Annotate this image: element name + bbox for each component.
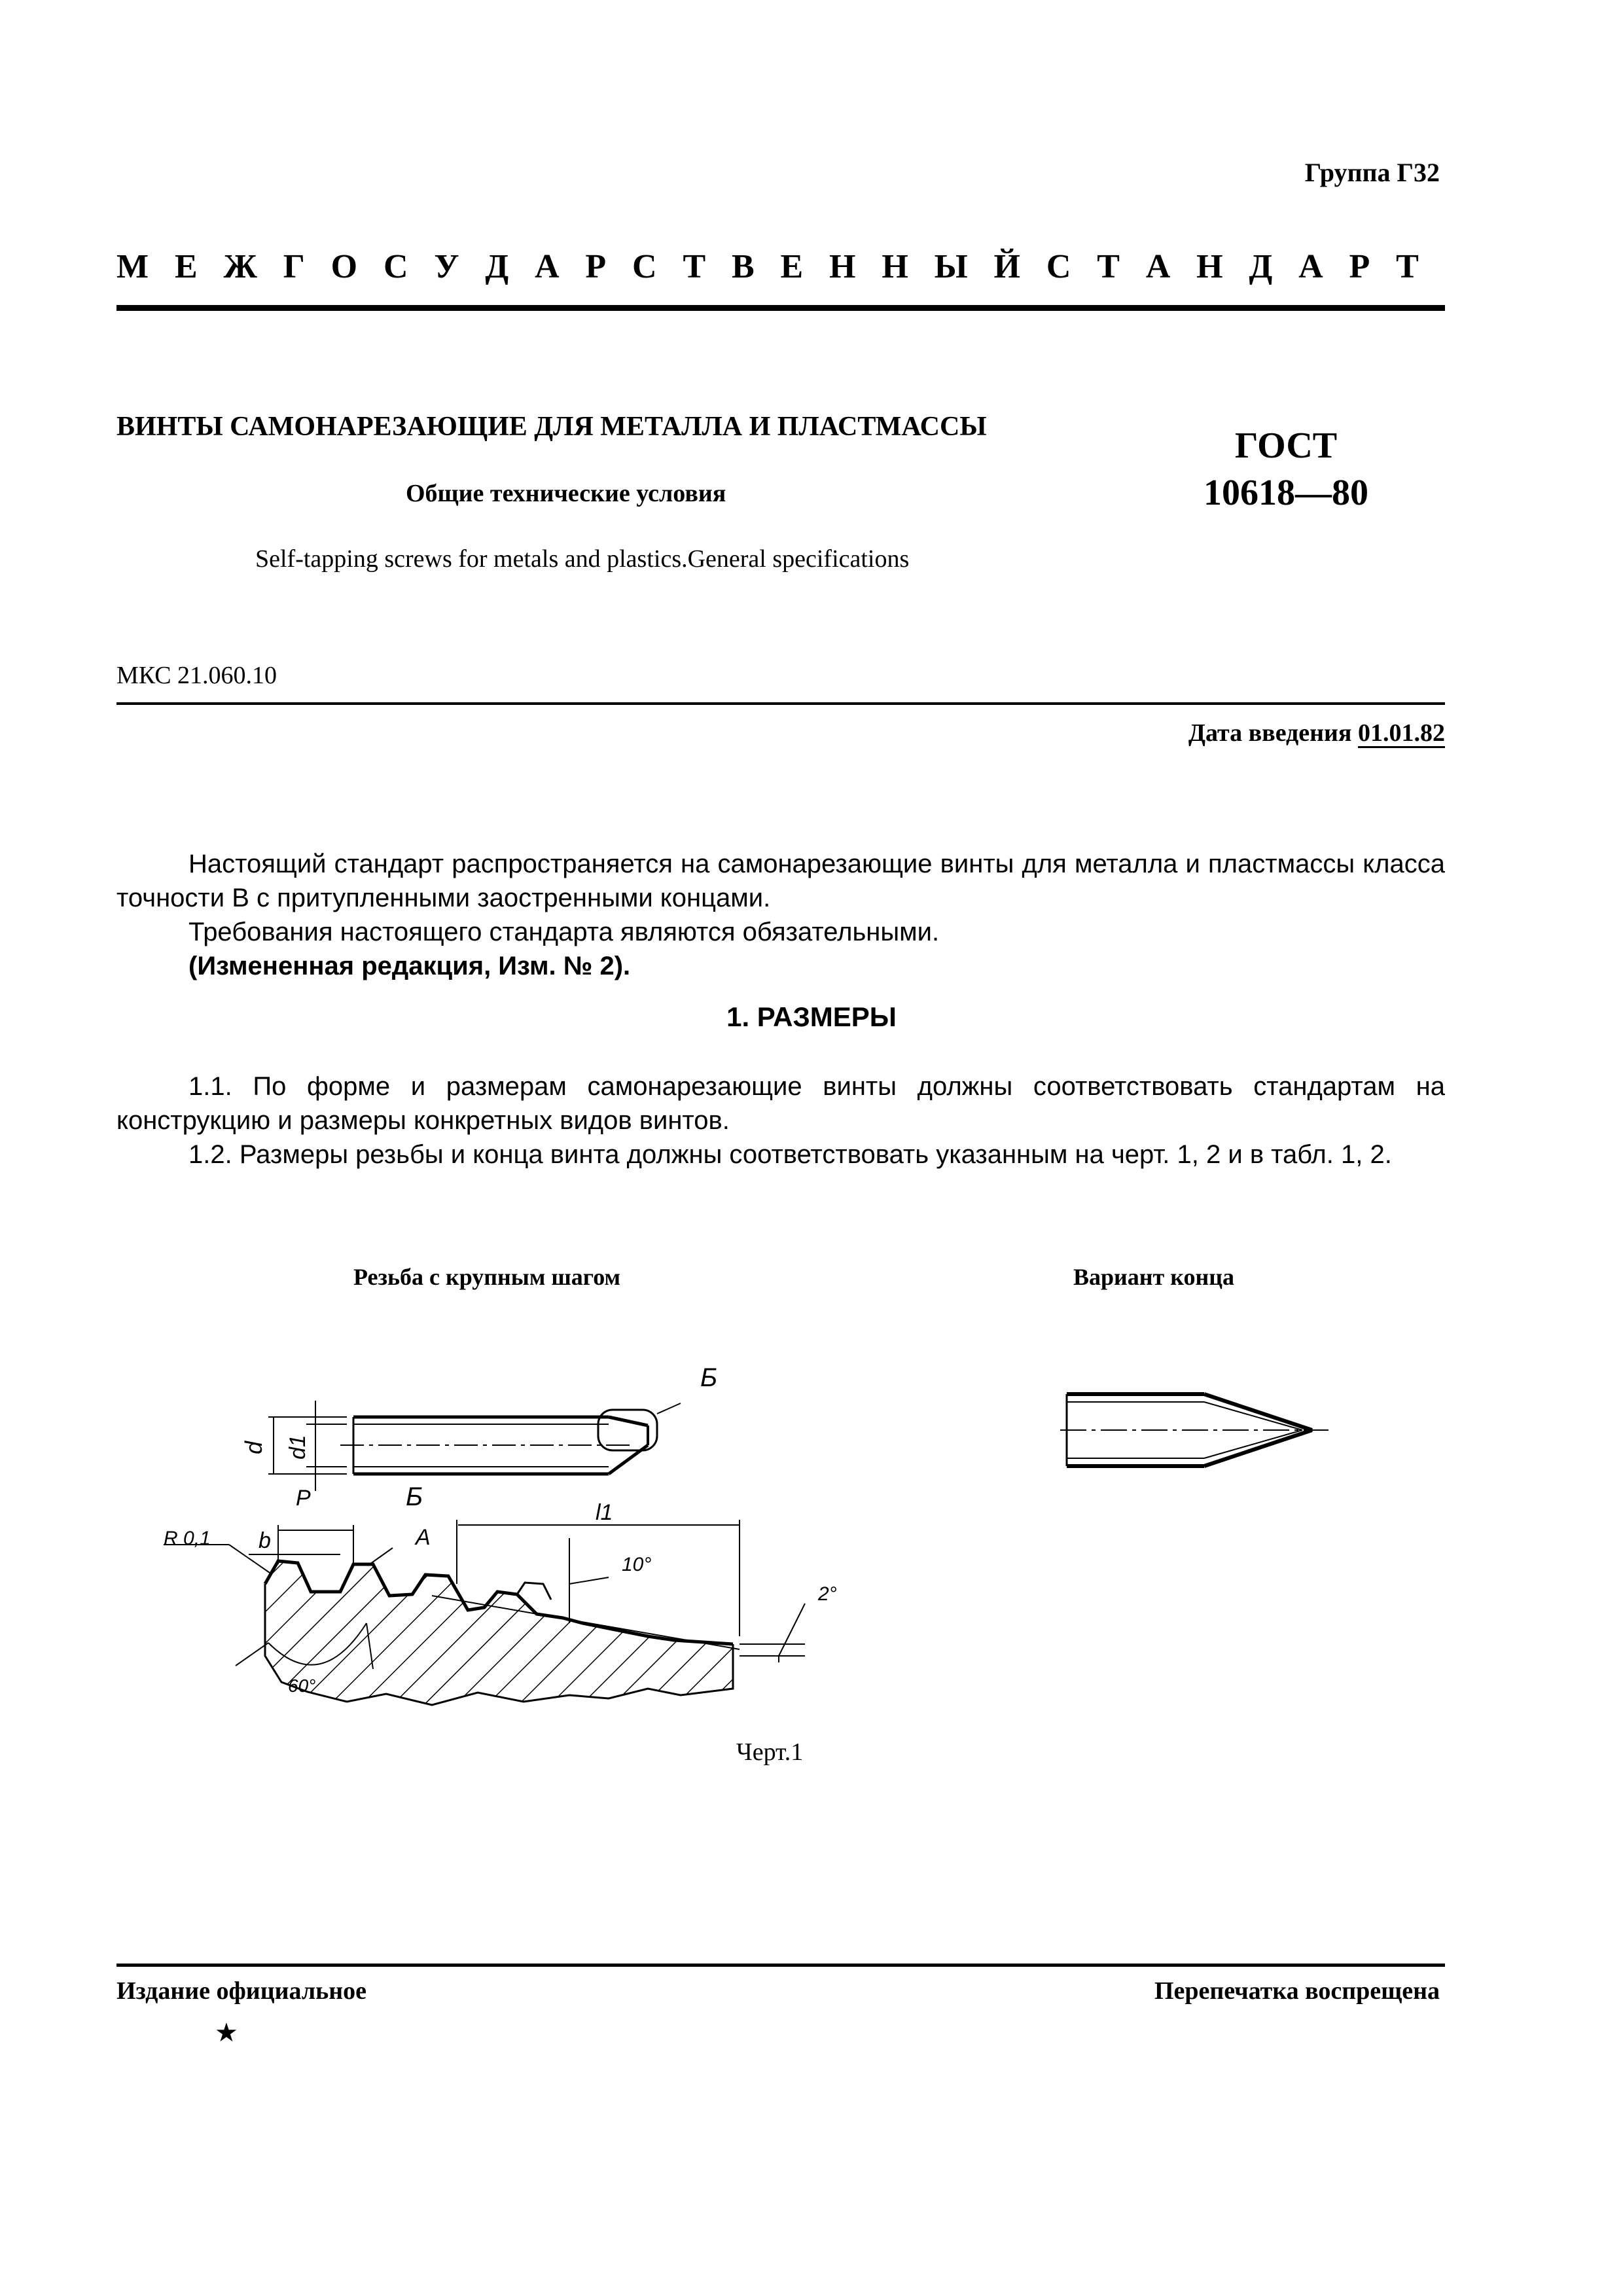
interstate-letter: А (1298, 248, 1323, 285)
interstate-letter: А (1145, 248, 1171, 285)
header-rule (116, 305, 1445, 311)
intro-paragraph-1: Настоящий стандарт распространяется на самонарезающие винты для металла и пластмассы класса точности В с притупленными заостренными концами. (116, 850, 1445, 912)
interstate-letter: О (330, 248, 358, 285)
interstate-letter: Т (1097, 248, 1120, 285)
mks-rule (116, 702, 1445, 705)
interstate-standard-heading (116, 247, 1419, 286)
intro-text (116, 847, 1445, 983)
dim-d-label: d (240, 1441, 267, 1454)
angle-2-label: 2° (818, 1583, 837, 1605)
intro-paragraph-2: Требования настоящего стандарта являются обязательными. (188, 918, 940, 946)
interstate-letter: Е (174, 248, 198, 285)
gost-designation (1175, 422, 1397, 516)
a-point-label: A (416, 1525, 431, 1550)
section-text (116, 1069, 1445, 1172)
document-title: ВИНТЫ САМОНАРЕЗАЮЩИЕ ДЛЯ МЕТАЛЛА И ПЛАСТМАССЫ (116, 412, 987, 442)
interstate-letter: Ж (223, 248, 257, 285)
interstate-letter: Д (485, 248, 509, 285)
section-heading: 1. РАЗМЕРЫ (726, 1001, 897, 1032)
interstate-letter: Р (585, 248, 607, 285)
date-label: Дата введения (1188, 719, 1358, 747)
interstate-letter: С (632, 248, 657, 285)
gost-label: ГОСТ (1234, 425, 1338, 466)
clause-1-2: 1.2. Размеры резьбы и конца винта должны соответствовать указанным на черт. 1, 2 и в табл. 1, 2. (188, 1140, 1392, 1169)
figure-caption-thread: Резьба с крупным шагом (353, 1264, 621, 1290)
interstate-letter: Р (1349, 248, 1370, 285)
amendment-note: (Измененная редакция, Изм. № 2). (188, 952, 631, 980)
interstate-letter: А (535, 248, 560, 285)
interstate-letter: Й (993, 248, 1020, 285)
clause-1-1: 1.1. По форме и размерам самонарезающие винты должны соответствовать стандартам на конструкцию и размеры конкретных видов винтов. (116, 1072, 1445, 1135)
figure-caption-end-variant: Вариант конца (1073, 1264, 1234, 1290)
b-dim-label: b (259, 1528, 271, 1553)
radius-label: R 0,1 (164, 1528, 211, 1549)
interstate-letter: Г (283, 248, 305, 285)
thread-drawing (151, 1348, 897, 1715)
interstate-letter: С (1046, 248, 1071, 285)
interstate-letter: М (116, 248, 149, 285)
footer-rule (116, 1964, 1445, 1967)
pitch-label: P (296, 1486, 311, 1511)
official-edition: Издание официальное (116, 1977, 367, 2005)
interstate-letter: Е (780, 248, 804, 285)
reprint-prohibited: Перепечатка воспрещена (1154, 1977, 1440, 2005)
interstate-letter: Н (829, 248, 856, 285)
interstate-letter: Н (1196, 248, 1223, 285)
date-value: 01.01.82 (1358, 719, 1445, 747)
end-variant-drawing (1054, 1374, 1335, 1486)
group-code: Группа Г32 (1304, 158, 1440, 187)
interstate-letter: С (383, 248, 408, 285)
interstate-letter: Н (882, 248, 908, 285)
interstate-letter: Т (1396, 248, 1419, 285)
angle-10-label: 10° (622, 1554, 652, 1575)
interstate-letter: У (434, 248, 459, 285)
gost-number: 10618—80 (1204, 473, 1368, 513)
interstate-letter: В (731, 248, 755, 285)
star-mark: ★ (215, 2018, 238, 2047)
interstate-letter: Ы (934, 248, 968, 285)
mks-code: МКС 21.060.10 (116, 662, 277, 689)
angle-60-label: 60° (288, 1676, 316, 1696)
l1-label: l1 (596, 1500, 613, 1525)
screw-side-view (268, 1401, 681, 1491)
detail-b-label-upper: Б (700, 1363, 718, 1392)
interstate-letter: Д (1249, 248, 1273, 285)
english-title: Self-tapping screws for metals and plastics.General specifications (255, 545, 910, 573)
detail-b-label-lower: Б (406, 1482, 423, 1511)
introduction-date (1188, 719, 1445, 747)
dim-d1-label: d1 (285, 1435, 310, 1460)
interstate-letter: Т (683, 248, 706, 285)
figure-number: Черт.1 (736, 1738, 804, 1766)
document-subtitle: Общие технические условия (406, 480, 726, 507)
